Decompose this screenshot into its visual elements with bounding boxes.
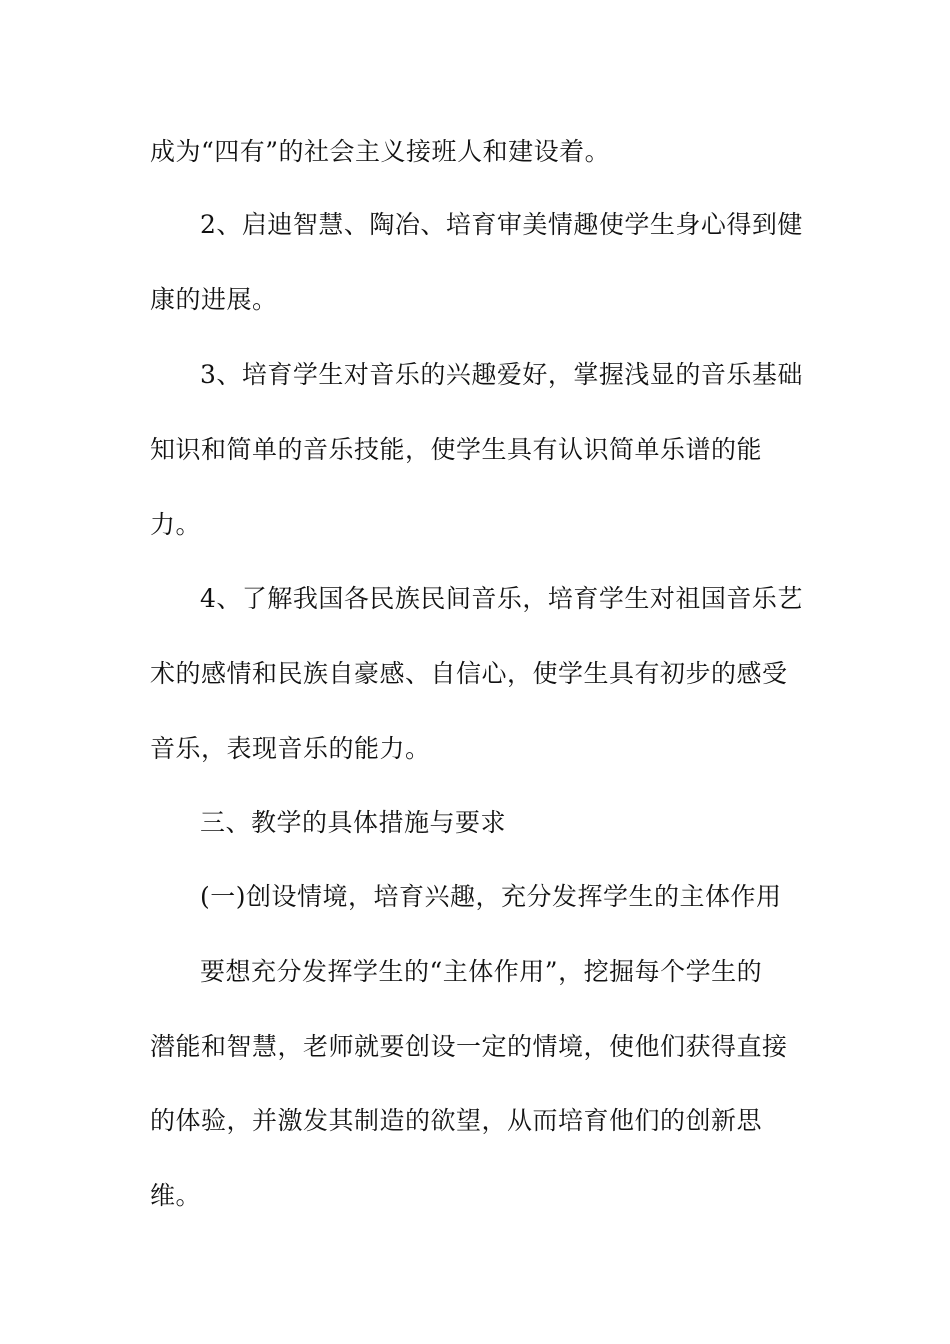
text-line: 力。 bbox=[150, 510, 202, 539]
text-line: 潜能和智慧，老师就要创设一定的情境，使他们获得直接 bbox=[150, 1032, 788, 1061]
text-line: 成为“四有”的社会主义接班人和建设着。 bbox=[150, 137, 611, 166]
text-line: 知识和简单的音乐技能，使学生具有认识简单乐谱的能 bbox=[150, 435, 763, 464]
text-line: 音乐，表现音乐的能力。 bbox=[150, 734, 431, 763]
text-line: 3、培育学生对音乐的兴趣爱好，掌握浅显的音乐基础 bbox=[200, 360, 803, 389]
section-heading: 三、教学的具体措施与要求 bbox=[200, 808, 507, 837]
text-line: 维。 bbox=[150, 1181, 202, 1210]
text-line: 的体验，并激发其制造的欲望，从而培育他们的创新思 bbox=[150, 1106, 763, 1135]
text-line: 术的感情和民族自豪感、自信心，使学生具有初步的感受 bbox=[150, 659, 788, 688]
subsection-heading: (一)创设情境，培育兴趣，充分发挥学生的主体作用 bbox=[200, 882, 782, 911]
text-line: 要想充分发挥学生的“主体作用”，挖掘每个学生的 bbox=[200, 957, 763, 986]
text-line: 康的进展。 bbox=[150, 285, 278, 314]
text-line: 4、了解我国各民族民间音乐，培育学生对祖国音乐艺 bbox=[200, 584, 803, 613]
text-line: 2、启迪智慧、陶冶、培育审美情趣使学生身心得到健 bbox=[200, 210, 803, 239]
